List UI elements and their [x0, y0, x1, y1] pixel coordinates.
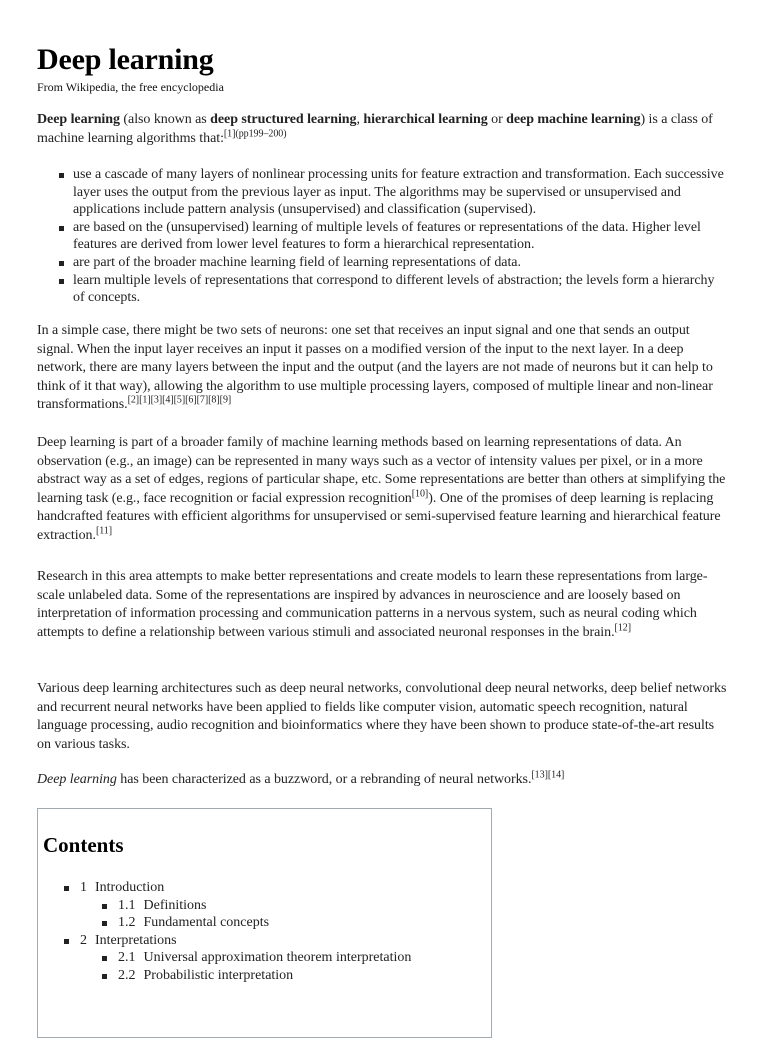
- paragraph-text: In a simple case, there might be two sets of neurons: one set that receives an input signal and one that sends an output signal. When the input layer receives an input it passes on a modified version of the input to the next layer. In a deep network, there are many layers between the input and the output (and the layers are not made of neurons but it can help to think of it that way), allowing the algorithm to use multiple processing layers, composed of multiple linear and non-linear transformations.: [37, 323, 713, 413]
- table-of-contents: [37, 808, 492, 1038]
- citation-link[interactable]: [1](pp199–200): [223, 127, 287, 139]
- term-deep-structured-learning: deep structured learning: [210, 112, 357, 127]
- toc-number: 1.1: [118, 897, 136, 913]
- toc-label: Introduction: [95, 880, 165, 895]
- toc-label: Universal approximation theorem interpretation: [143, 950, 412, 966]
- definition-list: [56, 166, 728, 307]
- paragraph-buzzword: [37, 771, 729, 790]
- paragraph-text: Deep learning is part of a broader family of machine learning methods based on learning representations of data. An observation (e.g., an image) can be represented in many ways such as a vector of intensity values per pixel, or in a more abstract way as a set of edges, regions of particular shape, etc. Some representations are better than others at simplifying the learning task (e.g., face recognition or facial expression recognition: [37, 435, 726, 506]
- toc-item-definitions[interactable]: [101, 897, 411, 915]
- paragraph-architectures: [37, 680, 729, 754]
- paragraph-research: [37, 568, 729, 642]
- toc-number: 2: [80, 932, 87, 948]
- page-title: Deep learning: [37, 43, 214, 76]
- paragraph-text: ). One of the promises of deep learning is replacing handcrafted features with efficient algorithms for unsupervised or semi-supervised feature learning and hierarchical feature extraction.: [37, 490, 721, 543]
- paragraph-text: has been characterized as a buzzword, or a rebranding of neural networks.: [116, 772, 532, 787]
- term-hierarchical-learning: hierarchical learning: [363, 112, 488, 127]
- paragraph-representations: [37, 434, 729, 546]
- toc-label: Fundamental concepts: [143, 915, 270, 931]
- citation-link[interactable]: [2][1][3][4][5][6][7][8][9]: [127, 394, 232, 406]
- paragraph-text: Research in this area attempts to make better representations and create models to learn these representations from large-scale unlabeled data. Some of the representations are inspired by advances in neuroscience and are loosely based on interpretation of information processing and communication patterns in a nervous system, such as neural coding which attempts to define a relationship between various stimuli and associated neuronal responses in the brain.: [37, 569, 708, 640]
- toc-item-fundamental-concepts[interactable]: [101, 914, 411, 932]
- toc-number: 2.1: [118, 950, 136, 966]
- citation-link[interactable]: [10]: [411, 488, 429, 500]
- citation-link[interactable]: [13][14]: [531, 769, 565, 781]
- citation-link[interactable]: [11]: [95, 525, 113, 537]
- list-item: are part of the broader machine learning field of learning representations of data.: [56, 254, 728, 272]
- paragraph-text: Various deep learning architectures such as deep neural networks, convolutional deep neural networks, deep belief networks and recurrent neural networks have been applied to fields like computer vision, automatic speech recognition, natural language processing, audio recognition and bioinformatics where they have been shown to produce state-of-the-art results on various tasks.: [37, 681, 727, 752]
- toc-item-probabilistic-interpretation[interactable]: [101, 967, 411, 985]
- toc-label: Probabilistic interpretation: [143, 967, 294, 983]
- toc-number: 1.2: [118, 915, 136, 931]
- intro-text: ) is a class of machine learning algorithms that:: [37, 112, 713, 146]
- intro-paragraph: [37, 111, 729, 148]
- toc-item-interpretations[interactable]: [63, 932, 411, 950]
- page-subtitle: From Wikipedia, the free encyclopedia: [37, 80, 224, 94]
- toc-label: Definitions: [143, 897, 207, 913]
- citation-link[interactable]: [12]: [614, 622, 632, 634]
- toc-list: [63, 879, 411, 985]
- list-item: are based on the (unsupervised) learning of multiple levels of features or representations of the data. Higher level features are derived from lower level features to form a hierarchical representation.: [56, 219, 728, 254]
- toc-item-universal-approximation[interactable]: [101, 949, 411, 967]
- term-deep-learning-italic: Deep learning: [37, 772, 117, 787]
- toc-number: 2.2: [118, 967, 136, 983]
- paragraph-simple-case: [37, 322, 729, 415]
- term-deep-machine-learning: deep machine learning: [506, 112, 641, 127]
- intro-text: or: [487, 112, 507, 127]
- toc-title: Contents: [43, 833, 124, 857]
- toc-number: 1: [80, 880, 87, 895]
- term-deep-learning: Deep learning: [37, 112, 120, 127]
- list-item: learn multiple levels of representations that correspond to different levels of abstraction; the levels form a hierarchy of concepts.: [56, 272, 728, 307]
- intro-text: ,: [356, 112, 364, 127]
- toc-item-introduction[interactable]: [63, 879, 411, 897]
- list-item: use a cascade of many layers of nonlinear processing units for feature extraction and transformation. Each successive layer uses the output from the previous layer as input. The algorithms may be supervised or unsupervised and applications include pattern analysis (unsupervised) and classification (supervised).: [56, 166, 728, 219]
- intro-text: (also known as: [119, 112, 211, 127]
- toc-label: Interpretations: [95, 932, 177, 948]
